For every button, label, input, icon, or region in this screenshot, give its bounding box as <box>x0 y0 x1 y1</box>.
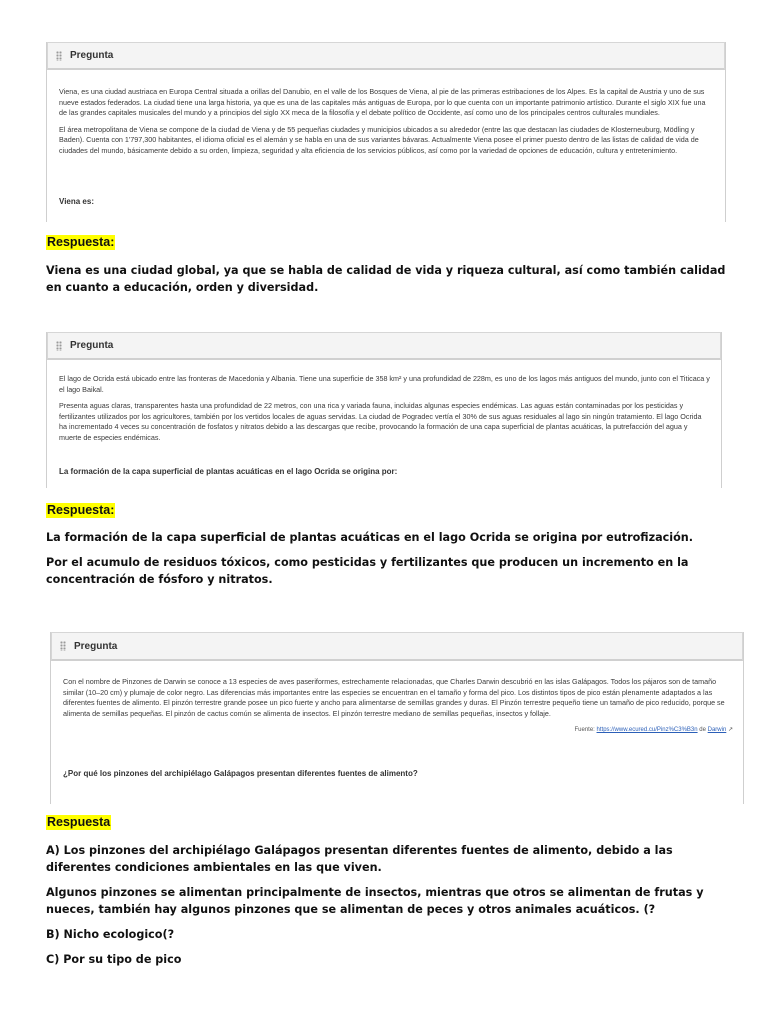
question-body <box>63 677 733 736</box>
question-body <box>59 374 711 450</box>
answer-text: Algunos pinzones se alimentan principalmente de insectos, mientras que otros se alimentan de frutas y nueces, también hay algunos pinzones que se alimentan de peces y otros animales acuáticos. (? <box>46 886 704 916</box>
source-link-darwin[interactable]: Darwin <box>707 727 727 734</box>
question-header-label: Pregunta <box>70 340 114 351</box>
question-header <box>47 332 721 360</box>
question-paragraph: El área metropolitana de Viena se compone de la ciudad de Viena y de 55 pequeñas ciudades y municipios ubicados a su alrededor (entre las que destacan las ciudades de Klosterneuburg, Mödling y Baden). Cuenta con 1'797,300 habitantes, el idioma oficial es el alemán y se habla en una de sus variantes bávaras. Actualmente Viena posee el primer puesto dentro de las listas de calidad de vida de ciudades del mundo, básicamente debido a su orden, limpieza, seguridad y alta eficiencia de los servicios públicos, así como por la variedad de opciones de educación, cultura y entretenimiento. <box>59 124 699 155</box>
source-mid: de <box>699 727 706 734</box>
drag-handle-icon <box>56 341 62 351</box>
answer-label: Respuesta: <box>47 503 115 517</box>
question-prompt: La formación de la capa superficial de plantas acuáticas en el lago Ocrida se origina por: <box>59 467 398 476</box>
answer-text: La formación de la capa superficial de plantas acuáticas en el lago Ocrida se origina por eutrofización. <box>46 531 693 544</box>
question-card-1 <box>46 42 726 222</box>
question-paragraph: El lago de Ocrida está ubicado entre las fronteras de Macedonia y Albania. Tiene una superficie de 358 km² y una profundidad de 228m, es uno de los lagos más antiguos del mundo, junto con el Titicaca y el lago Baikal. <box>59 374 710 394</box>
question-prompt: Viena es: <box>59 197 94 206</box>
answer-block-2 <box>46 529 726 596</box>
question-paragraph: Viena, es una ciudad austriaca en Europa Central situada a orillas del Danubio, en el valle de los Bosques de Viena, al pie de las primeras estribaciones de los Alpes. Es la capital de Austria y uno de sus nueve estados federados. La ciudad tiene una larga historia, ya que es una de las capitales más antiguas de Europa, por lo que cuenta con un importante patrimonio artístico. Durante el siglo XIX fue una de las grandes capitales musicales del mundo y a principios del siglo XX meca de la filosofía y el debate político de Occidente, así como uno de los principales centros culturales mundiales. <box>59 87 706 118</box>
question-card-2 <box>46 332 722 488</box>
question-prompt: ¿Por qué los pinzones del archipiélago Galápagos presentan diferentes fuentes de alimento? <box>63 769 418 778</box>
answer-text: B) Nicho ecologico(? <box>46 928 175 941</box>
question-header-label: Pregunta <box>74 640 118 652</box>
question-header <box>51 632 743 661</box>
question-paragraph: Con el nombre de Pinzones de Darwin se conoce a 13 especies de aves paseriformes, estrechamente relacionadas, que Charles Darwin descubrió en las islas Galápagos. Todos los pájaros son de tamaño similar (10–20 cm) y plumaje de color negro. Las diferencias más importantes entre las especies se encuentran en el tamaño y forma del pico. Los distintos tipos de pico están plenamente adaptados a las diferentes fuentes de alimento. El pinzón terrestre grande posee un pico fuerte y ancho para alimentarse de semillas grandes y duras. El Pinzón terrestre pequeño tiene un tamaño de pico reducido, porque se alimenta de semillas pequeñas. El pinzón de cactus común se alimenta de insectos. El pinzón terrestre mediano de semillas pequeñas, insectos y follaje. <box>63 677 725 718</box>
source-link[interactable]: https://www.ecured.cu/Pinz%C3%B3n <box>596 727 698 734</box>
source-citation <box>63 725 733 736</box>
question-card-3 <box>50 632 744 804</box>
question-paragraph: Presenta aguas claras, transparentes hasta una profundidad de 22 metros, con una rica y variada fauna, incluidas algunas especies endémicas. Las aguas están contaminadas por los pesticidas y fertilizantes utilizados por los agricultores, también por los vertidos locales de aguas servidas. La ciudad de Pogradec vertía el 30% de sus aguas residuales al lago sin ningún tratamiento. El lago Ocrida ha incrementado 4 veces su concentración de fosfatos y nitratos debido a las descargas que recibe, provocando la formación de una capa superficial de plantas acuáticas, la putrefacción del agua y muerte de especies endémicas. <box>59 401 702 442</box>
source-prefix: Fuente: <box>574 727 595 734</box>
answer-block-1 <box>46 262 726 304</box>
question-header-label: Pregunta <box>70 50 114 61</box>
question-header <box>47 42 725 70</box>
drag-handle-icon <box>56 51 62 61</box>
answer-block-3 <box>46 842 726 976</box>
answer-text: Viena es una ciudad global, ya que se habla de calidad de vida y riqueza cultural, así como también calidad en cuanto a educación, orden y diversidad. <box>46 264 726 294</box>
answer-label: Respuesta <box>47 815 111 829</box>
answer-label: Respuesta: <box>47 235 115 249</box>
question-body <box>59 87 715 163</box>
external-link-icon: ↗ <box>727 727 733 734</box>
drag-handle-icon <box>60 641 66 651</box>
answer-text: A) Los pinzones del archipiélago Galápagos presentan diferentes fuentes de alimento, debido a las diferentes condiciones ambientales en las que viven. <box>46 844 673 874</box>
answer-text: C) Por su tipo de pico <box>46 953 182 966</box>
answer-text: Por el acumulo de residuos tóxicos, como pesticidas y fertilizantes que producen un incremento en la concentración de fósforo y nitratos. <box>46 556 689 586</box>
